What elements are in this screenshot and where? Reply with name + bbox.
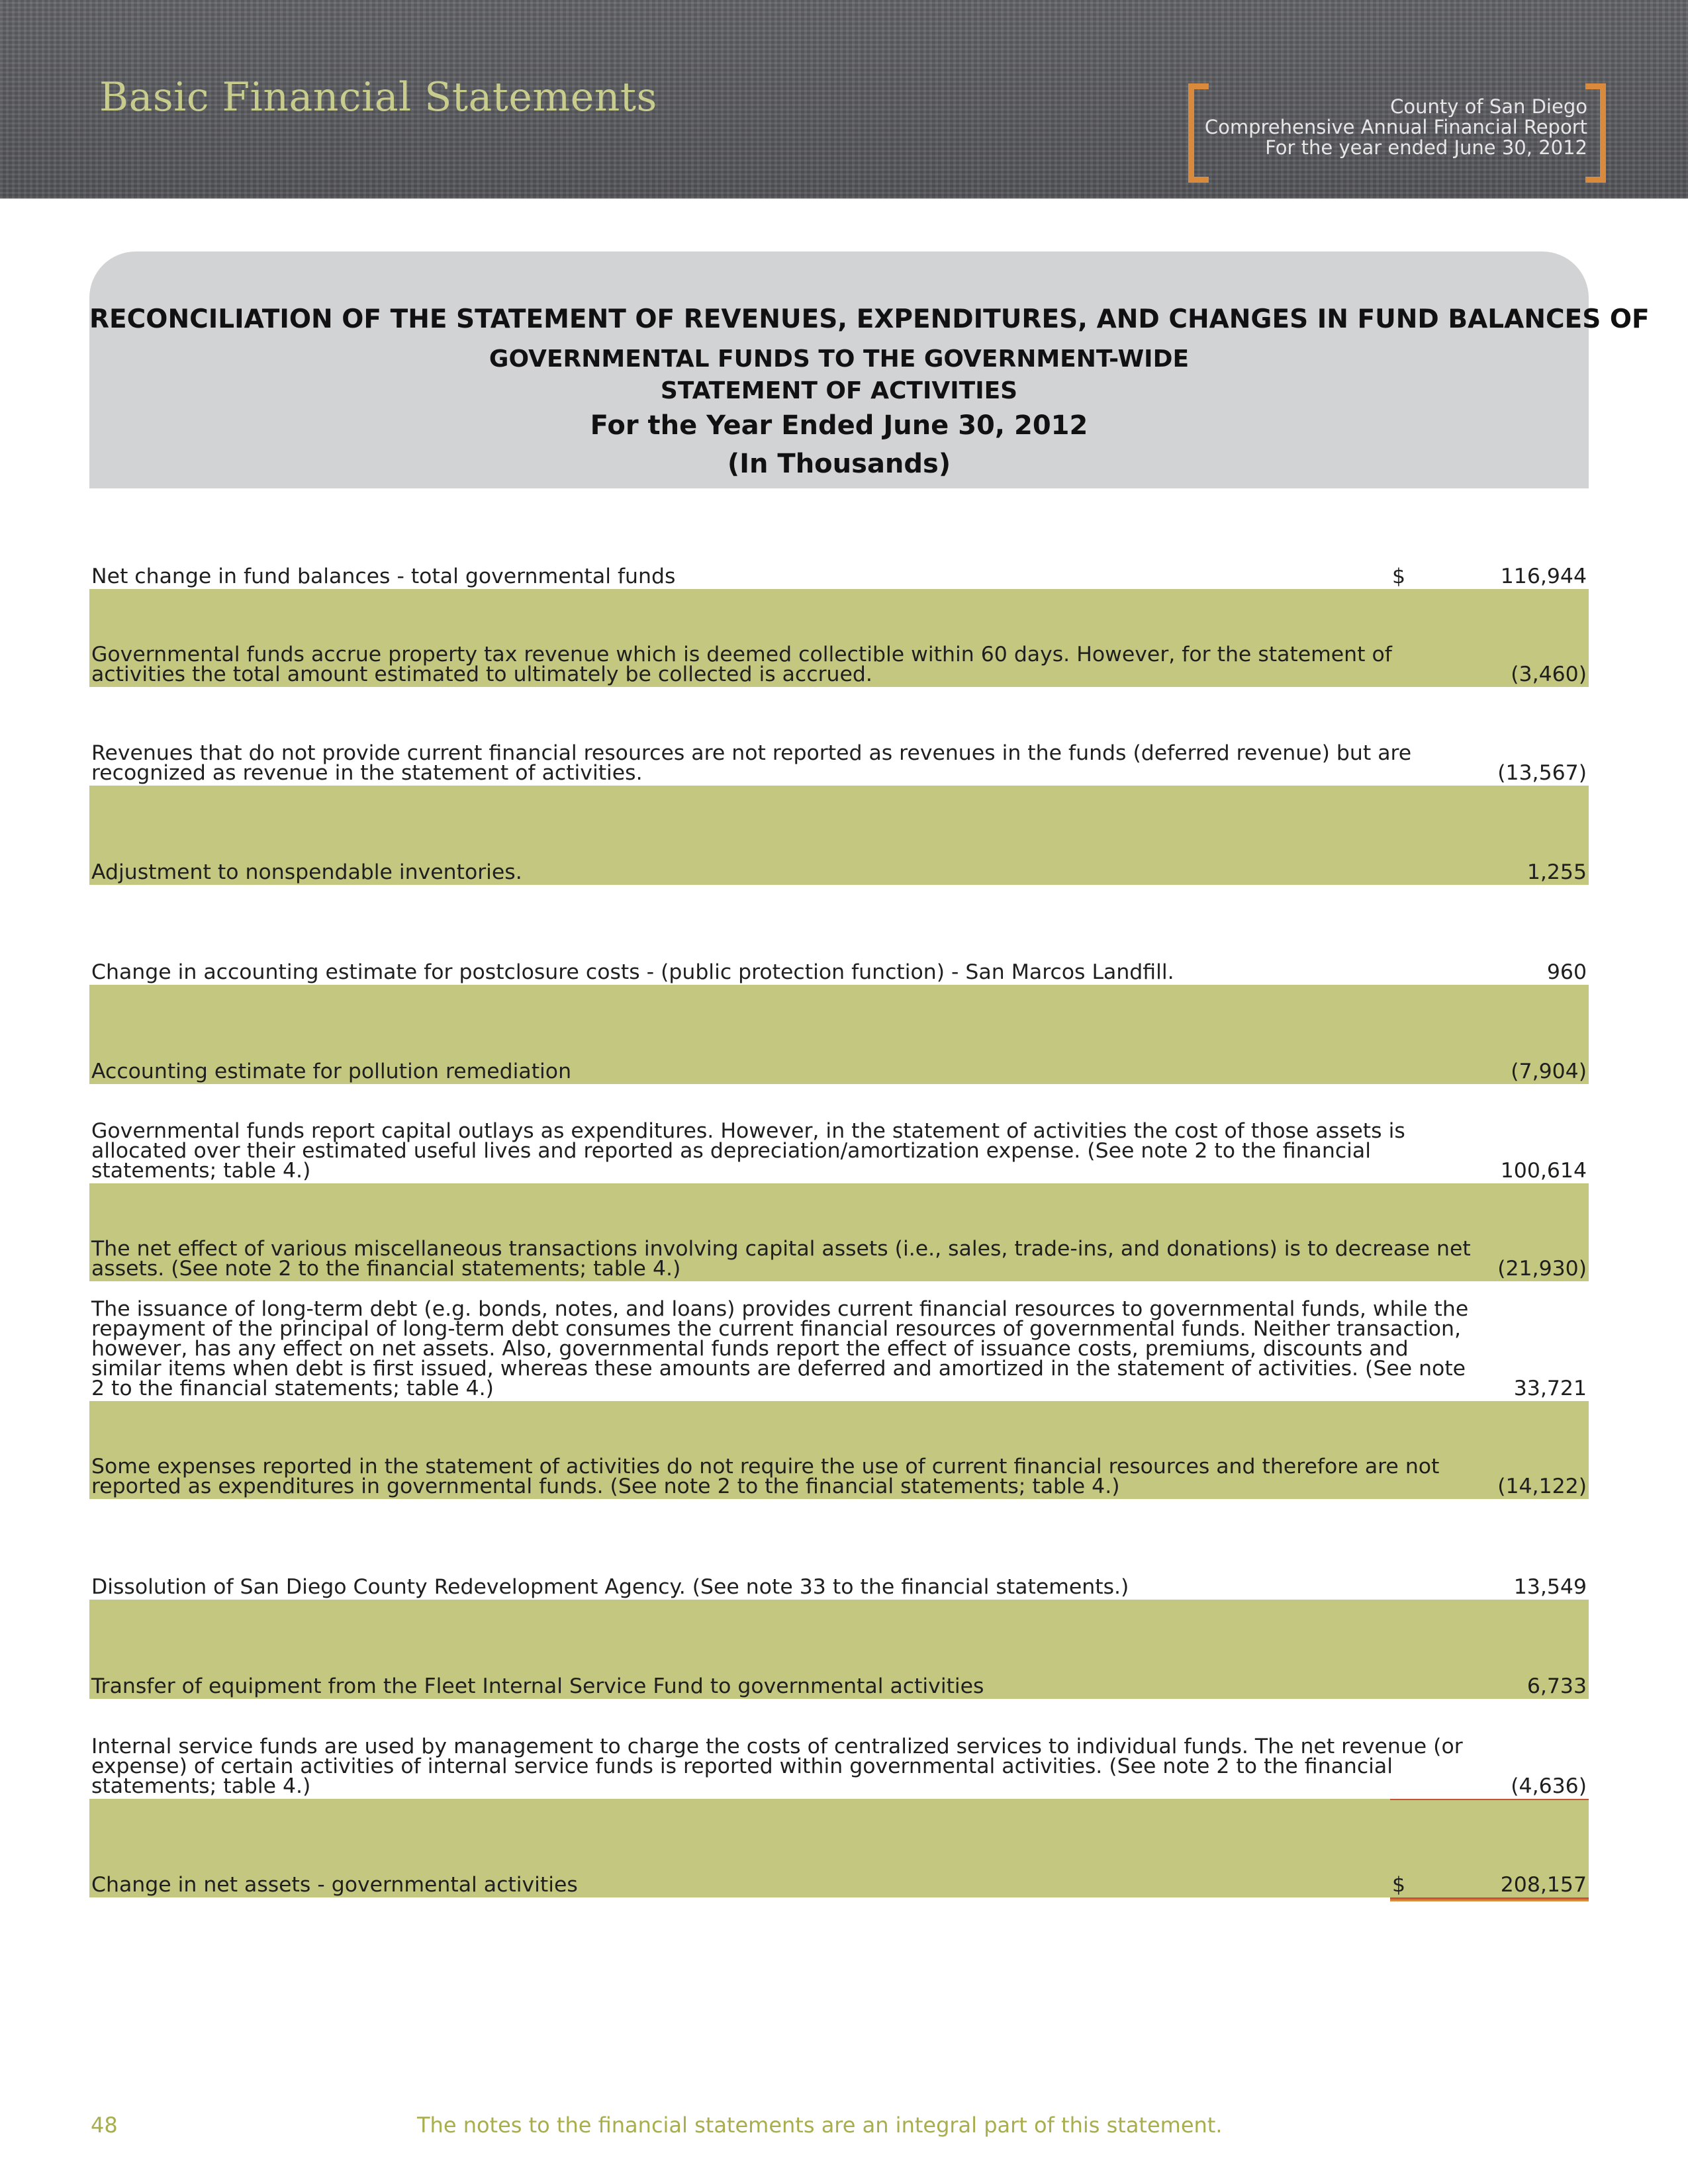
row-amount: 208,157 [1500,1873,1587,1897]
row-amount: 6,733 [1526,1674,1587,1698]
row-description: Dissolution of San Diego County Redevelopment Agency. (See note 33 to the financial statements.) [91,1575,1129,1599]
page-number: 48 [91,2113,118,2138]
row-description: Adjustment to nonspendable inventories. [91,860,522,884]
row-description: Accounting estimate for pollution remediation [91,1060,572,1083]
page-header [0,0,1688,199]
row-amount: 33,721 [1513,1377,1587,1400]
row-amount: 960 [1546,960,1587,984]
footer-note: The notes to the financial statements are an integral part of this statement. [417,2113,1223,2138]
row-description: Governmental funds report capital outlays as expenditures. However, in the statement of activities the cost of those assets is allocated over their estimated useful lives and reported as depreciation/amortization expense. (See note 2 to the financial statements; table 4.) [91,1119,1405,1183]
table-row [89,1699,1589,1799]
table-row [89,985,1589,1084]
row-amount: (3,460) [1511,662,1587,686]
row-description: Change in net assets - governmental activities [91,1873,578,1897]
subtotal-rule [1390,1799,1589,1800]
table-row [89,687,1589,786]
row-description: Net change in fund balances - total governmental funds [91,565,676,588]
row-description: Revenues that do not provide current financial resources are not reported as revenues in the funds (deferred revenue) but are recognized as revenue in the statement of activities. [91,741,1412,785]
row-amount: (14,122) [1497,1475,1587,1498]
row-amount: (7,904) [1511,1060,1587,1083]
statement-title-line-1: RECONCILIATION OF THE STATEMENT OF REVENUES, EXPENDITURES, AND CHANGES IN FUND BALANCES OF [89,304,1650,334]
row-description: The net effect of various miscellaneous transactions involving capital assets (i.e., sales, trade-ins, and donations) is to decrease net assets. (See note 2 to the financial statements; table 4.) [91,1237,1471,1281]
report-info [1205,97,1587,158]
table-row [89,1281,1589,1401]
table-row [89,1401,1589,1499]
row-description: Change in accounting estimate for postclosure costs - (public protection function) - San Marcos Landfill. [91,960,1174,984]
report-period: For the year ended June 30, 2012 [1265,136,1587,159]
table-row [89,488,1589,589]
section-title: Basic Financial Statements [99,74,657,120]
row-description: Some expenses reported in the statement of activities do not require the use of current financial resources and therefore are not reported as expenditures in governmental funds. (See note 2 to the financial statements; table 4.) [91,1455,1440,1498]
row-amount: 13,549 [1513,1575,1587,1599]
entity-name: County of San Diego [1390,95,1587,118]
statement-period: For the Year Ended June 30, 2012 [590,410,1088,441]
table-row [89,1499,1589,1600]
row-description: Governmental funds accrue property tax revenue which is deemed collectible within 60 days. However, for the statement of activities the total amount estimated to ultimately be collected is accrued. [91,643,1392,686]
statement-title-box [89,251,1650,488]
row-description: Internal service funds are used by management to charge the costs of centralized services to individual funds. The net revenue (or expense) of certain activities of internal service funds is reported within governmental activities. (See note 2 to the financial statements; table 4.) [91,1735,1463,1798]
table-row [89,1600,1589,1699]
row-description: Transfer of equipment from the Fleet Internal Service Fund to governmental activities [91,1674,984,1698]
row-description: The issuance of long-term debt (e.g. bonds, notes, and loans) provides current financial resources to governmental funds, while the repayment of the principal of long-term debt consumes the current financial resources of governmental funds. Neither transaction, however, has any effect on net assets. Also, governmental funds report the effect of issuance costs, premiums, discounts and similar items when debt is first issued, whereas these amounts are deferred and amortized in the statement of activities. (See note 2 to the financial statements; table 4.) [91,1297,1469,1400]
statement-units: (In Thousands) [727,449,951,479]
table-row [89,885,1589,985]
statement-title-line-2: GOVERNMENTAL FUNDS TO THE GOVERNMENT-WIDE [489,345,1190,373]
table-row [89,786,1589,885]
total-row [89,1799,1589,1897]
row-amount: 116,944 [1500,565,1587,588]
table-row [89,1084,1589,1183]
row-amount: (4,636) [1511,1774,1587,1798]
row-amount: (21,930) [1497,1257,1587,1281]
row-currency: $ [1392,1873,1406,1897]
statement-title-line-3: STATEMENT OF ACTIVITIES [660,377,1018,404]
row-amount: (13,567) [1497,761,1587,785]
row-currency: $ [1392,565,1406,588]
row-amount: 100,614 [1500,1159,1587,1183]
table-row [89,589,1589,687]
table-row [89,1183,1589,1281]
row-amount: 1,255 [1526,860,1587,884]
right-bracket-icon [1585,83,1606,183]
total-double-rule [1390,1899,1589,1901]
report-name: Comprehensive Annual Financial Report [1204,116,1587,138]
